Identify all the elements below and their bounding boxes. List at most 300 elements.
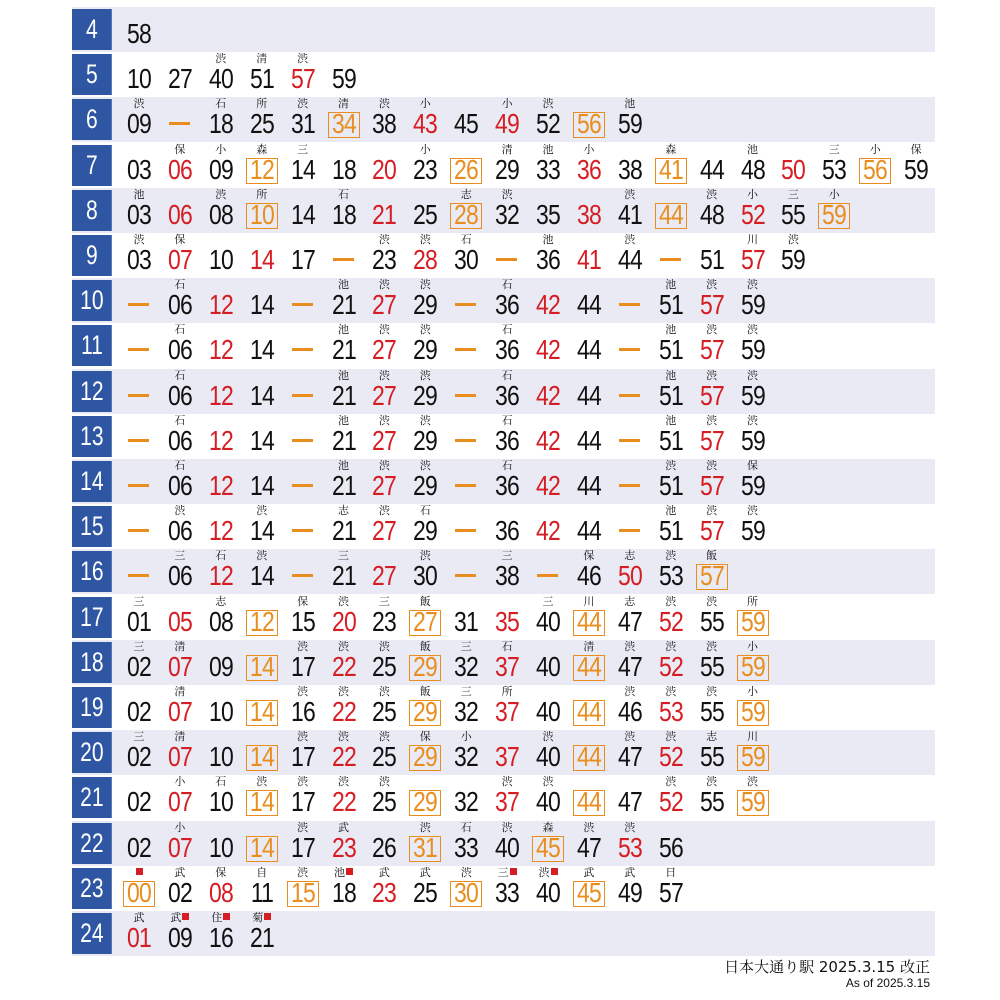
departure xyxy=(692,504,732,549)
departure-minute: 31 xyxy=(454,605,479,637)
departure-minute: 37 xyxy=(495,786,520,818)
departure xyxy=(201,685,241,730)
destination-abbrev: 石 xyxy=(174,323,186,337)
departure-minute: 42 xyxy=(536,470,560,501)
departure xyxy=(487,595,527,640)
departure-minute: 06 xyxy=(167,334,192,366)
departure-minute: 12 xyxy=(249,605,274,637)
destination-abbrev: 渋 xyxy=(624,187,636,201)
departure-minute: 03 xyxy=(127,198,151,230)
departure xyxy=(201,188,241,233)
no-service-dash xyxy=(610,504,650,549)
destination-abbrev: 池 xyxy=(665,368,677,382)
departure xyxy=(119,685,159,730)
departure-minute: 17 xyxy=(290,650,315,682)
departure xyxy=(283,866,323,911)
departure-minute: 44 xyxy=(576,650,601,682)
hour-row xyxy=(72,685,935,730)
hour-label: 24 xyxy=(72,913,112,954)
departure xyxy=(569,821,609,866)
departure-minute: 10 xyxy=(208,831,233,863)
destination-abbrev: 池 xyxy=(665,413,677,427)
destination-abbrev: 三 xyxy=(460,639,472,653)
departure-minute: 59 xyxy=(781,244,806,275)
hour-label: 4 xyxy=(72,9,112,50)
departure xyxy=(364,188,404,233)
destination-abbrev: 渋 xyxy=(665,775,677,789)
destination-abbrev: 渋 xyxy=(419,233,431,246)
departure-minute: 06 xyxy=(167,560,192,592)
destination-abbrev: 武 xyxy=(174,865,186,879)
destination-abbrev: 日 xyxy=(665,865,677,879)
destination-abbrev: 渋 xyxy=(297,639,309,653)
destination-abbrev: 渋 xyxy=(419,413,431,427)
departure-minute: 55 xyxy=(699,741,724,773)
departure xyxy=(610,188,650,233)
departure-minute: 40 xyxy=(208,63,233,95)
departure-minute: 00 xyxy=(127,876,151,908)
no-service-dash xyxy=(446,323,486,368)
no-service-dash xyxy=(119,369,159,414)
departure-minute: 10 xyxy=(208,741,233,773)
departure xyxy=(692,730,732,775)
destination-abbrev: 小 xyxy=(419,142,431,156)
departure xyxy=(446,143,486,188)
departure-minute: 06 xyxy=(167,515,192,547)
departure-minute: 06 xyxy=(167,470,192,501)
departure xyxy=(201,369,241,414)
departure xyxy=(364,414,404,459)
departure xyxy=(446,640,486,685)
departure-minute: 32 xyxy=(454,786,479,818)
dash-mark xyxy=(292,439,313,442)
departure-minute: 41 xyxy=(576,244,601,275)
departure-minute: 50 xyxy=(781,153,806,185)
departure-minute: 02 xyxy=(127,831,151,863)
departure xyxy=(364,775,404,820)
departure-minute: 35 xyxy=(495,605,520,637)
destination-abbrev: 池 xyxy=(542,142,554,156)
destination-abbrev: 渋 xyxy=(501,775,513,789)
departure-minute: 57 xyxy=(699,289,724,321)
no-service-dash xyxy=(160,97,200,142)
departure xyxy=(160,52,200,97)
departure-minute: 12 xyxy=(208,334,233,366)
departure-minute: 17 xyxy=(290,244,315,275)
destination-abbrev: 渋 xyxy=(538,865,550,879)
hour-label: 23 xyxy=(72,868,112,909)
destination-abbrev: 武 xyxy=(170,911,182,924)
departure xyxy=(651,414,691,459)
destination-abbrev: 石 xyxy=(501,278,513,292)
departure-minute: 47 xyxy=(617,650,642,682)
departure-minute: 25 xyxy=(413,876,438,908)
destination-abbrev: 石 xyxy=(501,459,513,472)
departure-minute: 07 xyxy=(167,650,192,682)
departure xyxy=(487,459,527,504)
departure-minute: 28 xyxy=(454,198,479,230)
departure xyxy=(692,143,732,188)
departure-minute: 14 xyxy=(290,153,315,185)
departure xyxy=(364,459,404,504)
no-service-dash xyxy=(610,278,650,323)
destination-abbrev: 住 xyxy=(211,911,223,924)
departure xyxy=(160,640,200,685)
departure-minute: 30 xyxy=(454,876,479,908)
destination-abbrev: 志 xyxy=(624,594,636,608)
destination-abbrev: 武 xyxy=(338,820,349,834)
destination-abbrev: 三 xyxy=(174,549,186,563)
hour-label: 11 xyxy=(72,325,112,366)
departure-minute: 02 xyxy=(127,741,151,773)
departure-minute: 21 xyxy=(331,289,356,321)
destination-abbrev: 小 xyxy=(869,142,881,156)
departure xyxy=(283,143,323,188)
destination-abbrev: 渋 xyxy=(747,413,758,427)
destination-abbrev: 清 xyxy=(583,639,595,653)
destination-abbrev: 渋 xyxy=(624,639,636,653)
departure xyxy=(119,52,159,97)
departure xyxy=(651,866,691,911)
departure-minute: 51 xyxy=(658,334,683,366)
departure xyxy=(201,911,241,956)
departure xyxy=(160,369,200,414)
no-service-dash xyxy=(283,278,323,323)
hour-row xyxy=(72,369,935,414)
departure xyxy=(201,640,241,685)
departure xyxy=(733,459,773,504)
departure xyxy=(119,730,159,775)
departure xyxy=(283,52,323,97)
no-service-dash xyxy=(610,323,650,368)
destination-abbrev: 渋 xyxy=(297,97,309,111)
destination-abbrev: 三 xyxy=(787,187,799,201)
departure-minute: 16 xyxy=(290,696,315,727)
destination-abbrev: 渋 xyxy=(747,323,758,337)
departure-minute: 44 xyxy=(576,515,601,547)
departure xyxy=(364,821,404,866)
departure xyxy=(324,459,364,504)
destination-abbrev: 石 xyxy=(174,459,186,472)
hour-row xyxy=(72,414,935,459)
departure xyxy=(283,730,323,775)
destination-abbrev: 渋 xyxy=(133,233,145,246)
departure xyxy=(324,188,364,233)
departure xyxy=(651,730,691,775)
destination-abbrev: 池 xyxy=(133,187,145,201)
departure-minute: 44 xyxy=(576,470,601,501)
departure xyxy=(610,821,650,866)
destination-abbrev: 渋 xyxy=(419,549,431,563)
departure-minute: 09 xyxy=(127,108,151,140)
dash-mark xyxy=(292,394,313,397)
departure xyxy=(528,730,568,775)
departure xyxy=(610,730,650,775)
no-service-dash xyxy=(610,414,650,459)
destination-abbrev: 三 xyxy=(133,639,145,653)
departure-minute: 53 xyxy=(658,560,683,592)
destination-abbrev: 森 xyxy=(542,820,554,834)
departure xyxy=(610,775,650,820)
departure-minute: 23 xyxy=(413,153,438,185)
departure xyxy=(446,730,486,775)
departure xyxy=(242,414,282,459)
departure xyxy=(692,233,732,278)
departure xyxy=(324,369,364,414)
red-square-icon xyxy=(510,868,517,875)
departure xyxy=(242,188,282,233)
departure xyxy=(119,143,159,188)
departure-minute: 59 xyxy=(740,696,765,727)
no-service-dash xyxy=(487,233,527,278)
departure-minute: 17 xyxy=(290,741,315,773)
departure-minute: 46 xyxy=(617,696,642,727)
departure-minute: 40 xyxy=(536,650,560,682)
departure xyxy=(119,775,159,820)
destination-abbrev: 石 xyxy=(501,413,513,427)
destination-abbrev: 渋 xyxy=(706,187,718,201)
departure-minute: 14 xyxy=(249,741,274,773)
departure xyxy=(569,414,609,459)
departure-minute: 47 xyxy=(617,786,642,818)
destination-abbrev: 渋 xyxy=(706,594,718,608)
departure-minute: 23 xyxy=(372,876,397,908)
departure-minute: 38 xyxy=(576,198,601,230)
destination-abbrev: 渋 xyxy=(297,52,309,66)
departure xyxy=(324,278,364,323)
hour-row xyxy=(72,233,935,278)
dash-mark xyxy=(537,574,558,577)
departure xyxy=(283,97,323,142)
dash-mark xyxy=(128,348,149,351)
departure xyxy=(610,866,650,911)
station-revision-note: 日本大通り駅 2025.3.15 改正 xyxy=(724,958,930,976)
destination-abbrev: 石 xyxy=(174,278,186,292)
hour-label: 19 xyxy=(72,687,112,728)
departure-minute: 08 xyxy=(208,605,233,637)
departure xyxy=(528,775,568,820)
departure-minute: 21 xyxy=(331,379,356,411)
departure xyxy=(528,97,568,142)
departure-minute: 44 xyxy=(576,334,601,366)
destination-abbrev: 志 xyxy=(706,730,718,744)
departure xyxy=(651,821,691,866)
dash-mark xyxy=(455,484,476,487)
departure xyxy=(528,685,568,730)
departure-minute: 26 xyxy=(372,831,397,863)
departure-minute: 21 xyxy=(249,922,274,953)
departure-minute: 21 xyxy=(331,470,356,501)
dash-mark xyxy=(455,394,476,397)
destination-abbrev: 渋 xyxy=(706,639,718,653)
departure-minute: 14 xyxy=(290,198,315,230)
departure-minute: 12 xyxy=(208,560,233,592)
departure-minute: 15 xyxy=(290,605,315,637)
departure xyxy=(160,278,200,323)
departure xyxy=(528,369,568,414)
departure xyxy=(651,323,691,368)
destination-abbrev: 渋 xyxy=(624,820,636,834)
departure xyxy=(201,549,241,594)
departure xyxy=(364,549,404,594)
departure-minute: 06 xyxy=(167,379,192,411)
dash-mark xyxy=(292,348,313,351)
no-service-dash xyxy=(446,414,486,459)
departure xyxy=(733,640,773,685)
departure-minute: 36 xyxy=(495,515,520,547)
departure-minute: 37 xyxy=(495,741,520,773)
departure-minute: 49 xyxy=(495,108,520,140)
destination-abbrev: 渋 xyxy=(624,730,636,744)
departure xyxy=(324,730,364,775)
departure xyxy=(242,640,282,685)
departure xyxy=(569,549,609,594)
hour-row xyxy=(72,323,935,368)
departure-minute: 55 xyxy=(699,696,724,727)
departure xyxy=(814,143,854,188)
departure xyxy=(242,233,282,278)
departure xyxy=(855,143,895,188)
departure-minute: 47 xyxy=(617,741,642,773)
departure xyxy=(201,278,241,323)
departure-minute: 57 xyxy=(699,334,724,366)
departure xyxy=(651,278,691,323)
departure xyxy=(569,866,609,911)
no-service-dash xyxy=(324,233,364,278)
departure-minute: 31 xyxy=(413,831,438,863)
departure-minute: 36 xyxy=(495,424,520,456)
dash-mark xyxy=(455,439,476,442)
no-service-dash xyxy=(610,459,650,504)
departure-minute: 14 xyxy=(249,515,274,547)
departure-minute: 11 xyxy=(250,876,273,908)
departure-minute: 36 xyxy=(495,289,520,321)
departure xyxy=(119,640,159,685)
departure-minute: 25 xyxy=(372,786,397,818)
departure xyxy=(364,369,404,414)
departure xyxy=(896,143,936,188)
departure-minute: 10 xyxy=(208,696,233,727)
departure xyxy=(733,143,773,188)
departure-minute: 01 xyxy=(127,922,151,953)
no-service-dash xyxy=(651,233,691,278)
departure-minute: 57 xyxy=(699,424,724,456)
destination-abbrev: 石 xyxy=(338,187,349,201)
dash-mark xyxy=(292,574,313,577)
dash-mark xyxy=(128,439,149,442)
departure-minute: 44 xyxy=(576,696,601,727)
destination-abbrev: 渋 xyxy=(256,549,268,563)
hour-label: 10 xyxy=(72,280,112,321)
departure-minute: 38 xyxy=(617,153,642,185)
departure-minute: 53 xyxy=(822,153,847,185)
destination-abbrev: 小 xyxy=(174,820,186,834)
no-service-dash xyxy=(528,549,568,594)
dash-mark xyxy=(128,574,149,577)
destination-abbrev: 保 xyxy=(215,865,227,879)
destination-abbrev: 渋 xyxy=(747,368,758,382)
hour-row xyxy=(72,504,935,549)
departure xyxy=(528,821,568,866)
departure xyxy=(242,595,282,640)
departure-minute: 09 xyxy=(208,650,233,682)
departure-minute: 21 xyxy=(331,424,356,456)
destination-abbrev: 森 xyxy=(665,142,677,156)
destination-abbrev: 飯 xyxy=(706,549,718,563)
dash-mark xyxy=(455,303,476,306)
departure xyxy=(487,504,527,549)
departure-minute: 45 xyxy=(536,831,560,863)
departure-minute: 51 xyxy=(658,424,683,456)
destination-abbrev: 三 xyxy=(501,549,513,563)
departure xyxy=(528,278,568,323)
departure-minute: 44 xyxy=(576,741,601,773)
destination-abbrev: 所 xyxy=(256,97,268,111)
departure xyxy=(160,414,200,459)
departure-minute: 14 xyxy=(249,786,274,818)
dash-mark xyxy=(496,258,517,261)
destination-abbrev: 川 xyxy=(583,594,595,608)
destination-abbrev: 武 xyxy=(133,911,145,924)
departure xyxy=(446,866,486,911)
departure-minute: 14 xyxy=(249,244,274,275)
destination-abbrev: 石 xyxy=(215,549,227,563)
departure-minute: 37 xyxy=(495,650,520,682)
destination-abbrev: 石 xyxy=(501,368,513,382)
departure-minute: 40 xyxy=(536,741,560,773)
departure xyxy=(569,233,609,278)
hour-label: 12 xyxy=(72,371,112,412)
departure xyxy=(814,188,854,233)
departure-minute: 40 xyxy=(536,605,560,637)
departure-minute: 18 xyxy=(331,876,356,908)
destination-abbrev: 渋 xyxy=(215,52,227,66)
departure-minute: 26 xyxy=(454,153,479,185)
destination-abbrev: 武 xyxy=(624,865,636,879)
destination-abbrev: 渋 xyxy=(419,278,431,292)
departure-minute: 44 xyxy=(576,379,601,411)
no-service-dash xyxy=(610,369,650,414)
departure-minute: 48 xyxy=(699,198,724,230)
departure xyxy=(324,504,364,549)
departure xyxy=(160,233,200,278)
departure xyxy=(692,595,732,640)
no-service-dash xyxy=(446,504,486,549)
destination-abbrev: 清 xyxy=(501,142,513,156)
destination-abbrev: 飯 xyxy=(419,685,431,698)
destination-abbrev: 渋 xyxy=(378,97,390,111)
departure-minute: 44 xyxy=(576,786,601,818)
departure-minute: 05 xyxy=(167,605,192,637)
departure xyxy=(324,866,364,911)
departure xyxy=(405,549,445,594)
departure-minute: 29 xyxy=(413,289,438,321)
departure-minute: 14 xyxy=(249,424,274,456)
hour-row xyxy=(72,866,935,911)
hour-label: 20 xyxy=(72,732,112,773)
destination-abbrev: 飯 xyxy=(419,594,431,608)
departure xyxy=(528,504,568,549)
departure xyxy=(364,685,404,730)
departure-minute: 29 xyxy=(413,515,438,547)
destination-abbrev: 渋 xyxy=(338,730,349,744)
departure xyxy=(119,911,159,956)
departure xyxy=(610,549,650,594)
hour-row xyxy=(72,549,935,594)
departure xyxy=(773,188,813,233)
departure-minute: 14 xyxy=(249,470,274,501)
departure-minute: 40 xyxy=(536,696,560,727)
